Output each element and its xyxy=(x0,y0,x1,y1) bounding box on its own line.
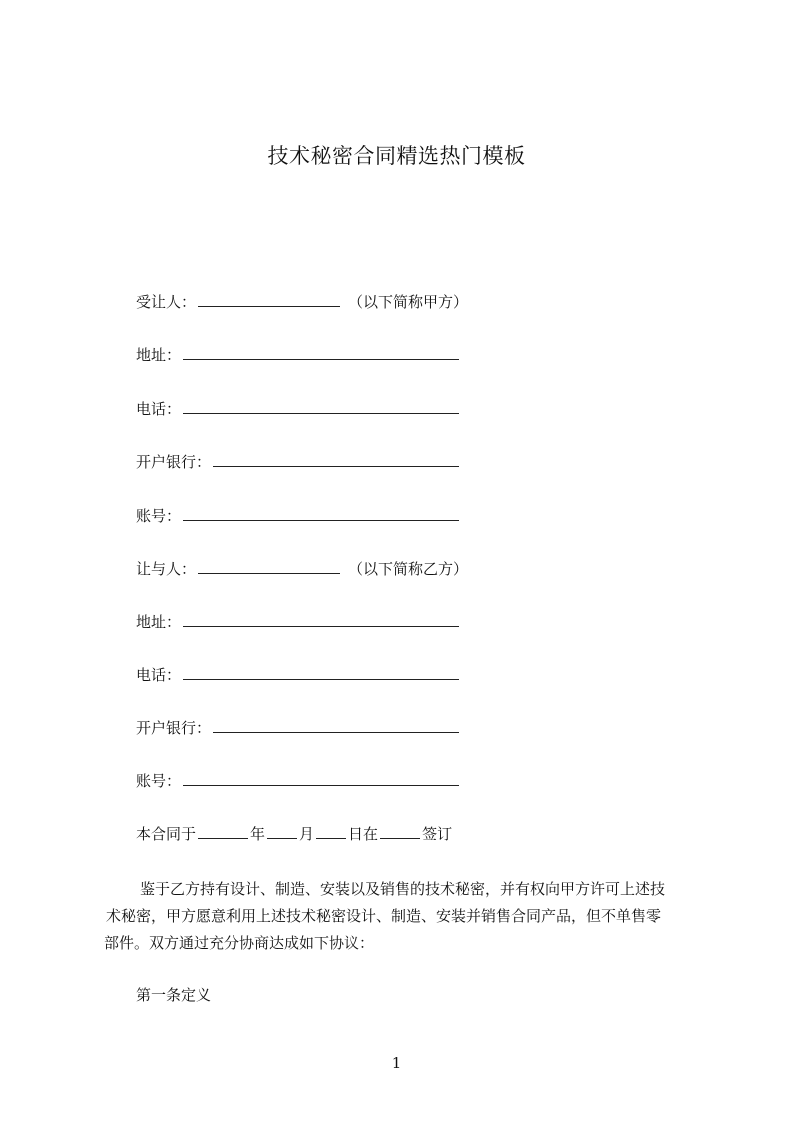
preamble-paragraph xyxy=(104,876,704,957)
preamble-line: 部件。双方通过充分协商达成如下协议： xyxy=(104,934,375,952)
address-blank[interactable] xyxy=(183,610,459,627)
assignee-label: 受让人： xyxy=(136,293,197,311)
section-heading: 第一条定义 xyxy=(136,986,212,1004)
preamble-line: 术秘密，甲方愿意利用上述技术秘密设计、制造、安装并销售合同产品，但不单售零 xyxy=(106,907,662,925)
day-at-label: 日在 xyxy=(348,825,379,843)
account-blank[interactable] xyxy=(183,769,459,786)
party-a-bank-row xyxy=(136,450,461,472)
document-title: 技术秘密合同精选热门模板 xyxy=(267,144,526,168)
phone-label: 电话： xyxy=(136,400,182,418)
phone-blank[interactable] xyxy=(183,663,459,680)
bank-label: 开户银行： xyxy=(136,453,212,471)
signing-date-row xyxy=(136,822,452,844)
address-label: 地址： xyxy=(136,346,182,364)
party-a-account-row xyxy=(136,504,461,526)
party-a-assignee-row xyxy=(136,290,468,312)
year-label: 年 xyxy=(250,825,266,843)
preamble-line: 鉴于乙方持有设计、制造、安装以及销售的技术秘密，并有权向甲方许可上述技 xyxy=(140,880,666,898)
account-label: 账号： xyxy=(136,772,182,790)
assignee-blank[interactable] xyxy=(198,290,340,307)
phone-blank[interactable] xyxy=(183,397,459,414)
address-blank[interactable] xyxy=(183,343,459,360)
place-blank[interactable] xyxy=(380,822,420,839)
party-a-phone-row xyxy=(136,397,461,419)
party-b-phone-row xyxy=(136,663,461,685)
party-a-address-row xyxy=(136,343,461,365)
signing-suffix: 签订 xyxy=(422,825,453,843)
assignee-note: （以下简称甲方） xyxy=(348,293,469,311)
bank-blank[interactable] xyxy=(213,716,459,733)
year-blank[interactable] xyxy=(198,822,248,839)
party-b-bank-row xyxy=(136,716,461,738)
phone-label: 电话： xyxy=(136,666,182,684)
party-b-assignor-row xyxy=(136,557,468,579)
month-blank[interactable] xyxy=(267,822,297,839)
account-blank[interactable] xyxy=(183,504,459,521)
assignor-note: （以下简称乙方） xyxy=(348,560,469,578)
bank-label: 开户银行： xyxy=(136,719,212,737)
bank-blank[interactable] xyxy=(213,450,459,467)
month-label: 月 xyxy=(299,825,315,843)
party-b-address-row xyxy=(136,610,461,632)
address-label: 地址： xyxy=(136,613,182,631)
account-label: 账号： xyxy=(136,507,182,525)
assignor-blank[interactable] xyxy=(198,557,340,574)
day-blank[interactable] xyxy=(316,822,346,839)
party-b-account-row xyxy=(136,769,461,791)
signing-prefix: 本合同于 xyxy=(136,825,197,843)
assignor-label: 让与人： xyxy=(136,560,197,578)
page-number: 1 xyxy=(391,1054,402,1072)
